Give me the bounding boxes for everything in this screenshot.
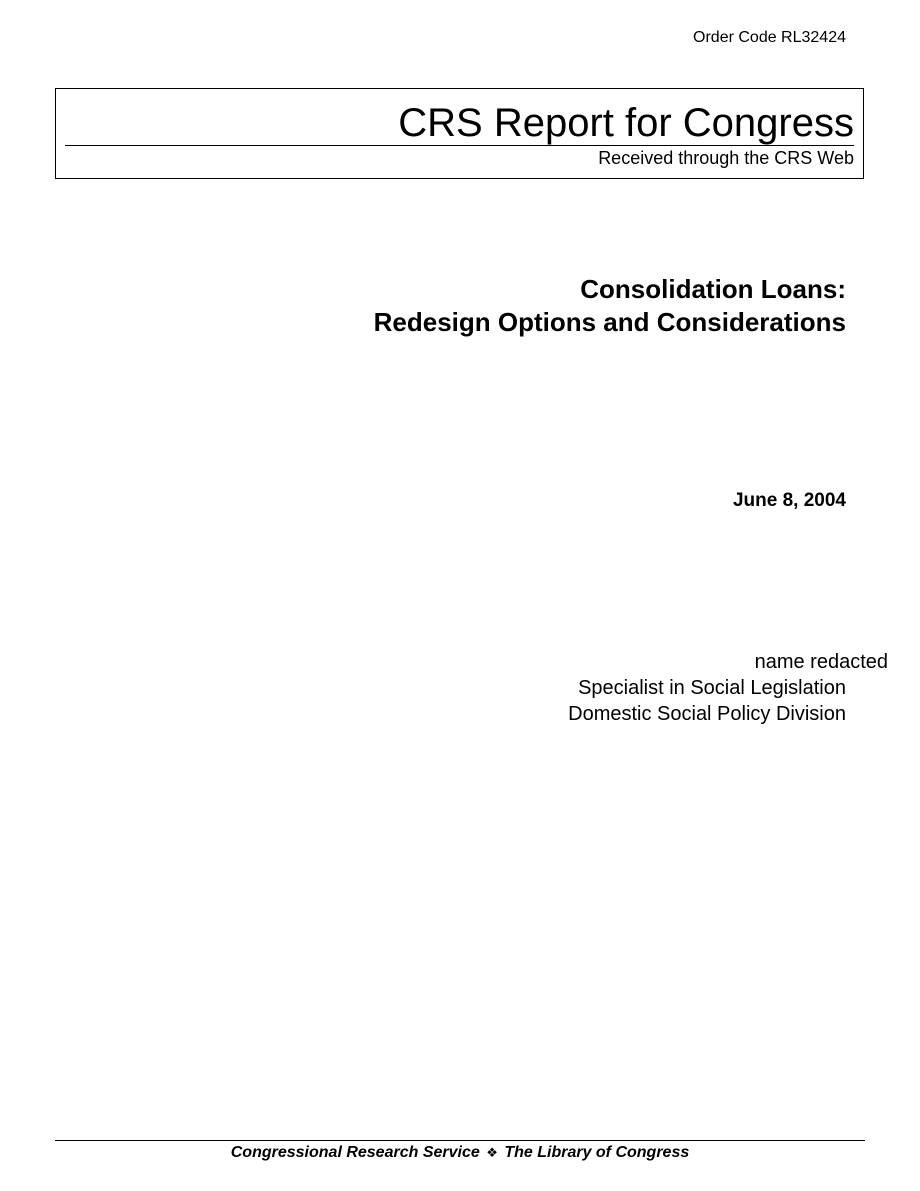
header-divider	[65, 145, 854, 146]
author-affiliation	[568, 675, 846, 727]
report-date: June 8, 2004	[732, 490, 846, 511]
report-title	[374, 273, 846, 339]
author-division: Domestic Social Policy Division	[568, 703, 846, 725]
order-code: Order Code RL32424	[693, 29, 846, 46]
report-title-line-1: Consolidation Loans:	[580, 274, 846, 304]
author-position: Specialist in Social Legislation	[578, 677, 846, 699]
header-title: CRS Report for Congress	[398, 101, 854, 145]
report-header-box	[55, 88, 864, 179]
footer-divider	[55, 1140, 865, 1141]
footer-left: Congressional Research Service	[230, 1144, 480, 1161]
header-subtitle: Received through the CRS Web	[598, 148, 854, 168]
author-name: name redacted	[754, 651, 888, 673]
footer-right: The Library of Congress	[504, 1144, 690, 1161]
footer-separator-icon: ❖	[486, 1146, 498, 1161]
footer	[55, 1143, 865, 1164]
report-title-line-2: Redesign Options and Considerations	[373, 307, 846, 337]
